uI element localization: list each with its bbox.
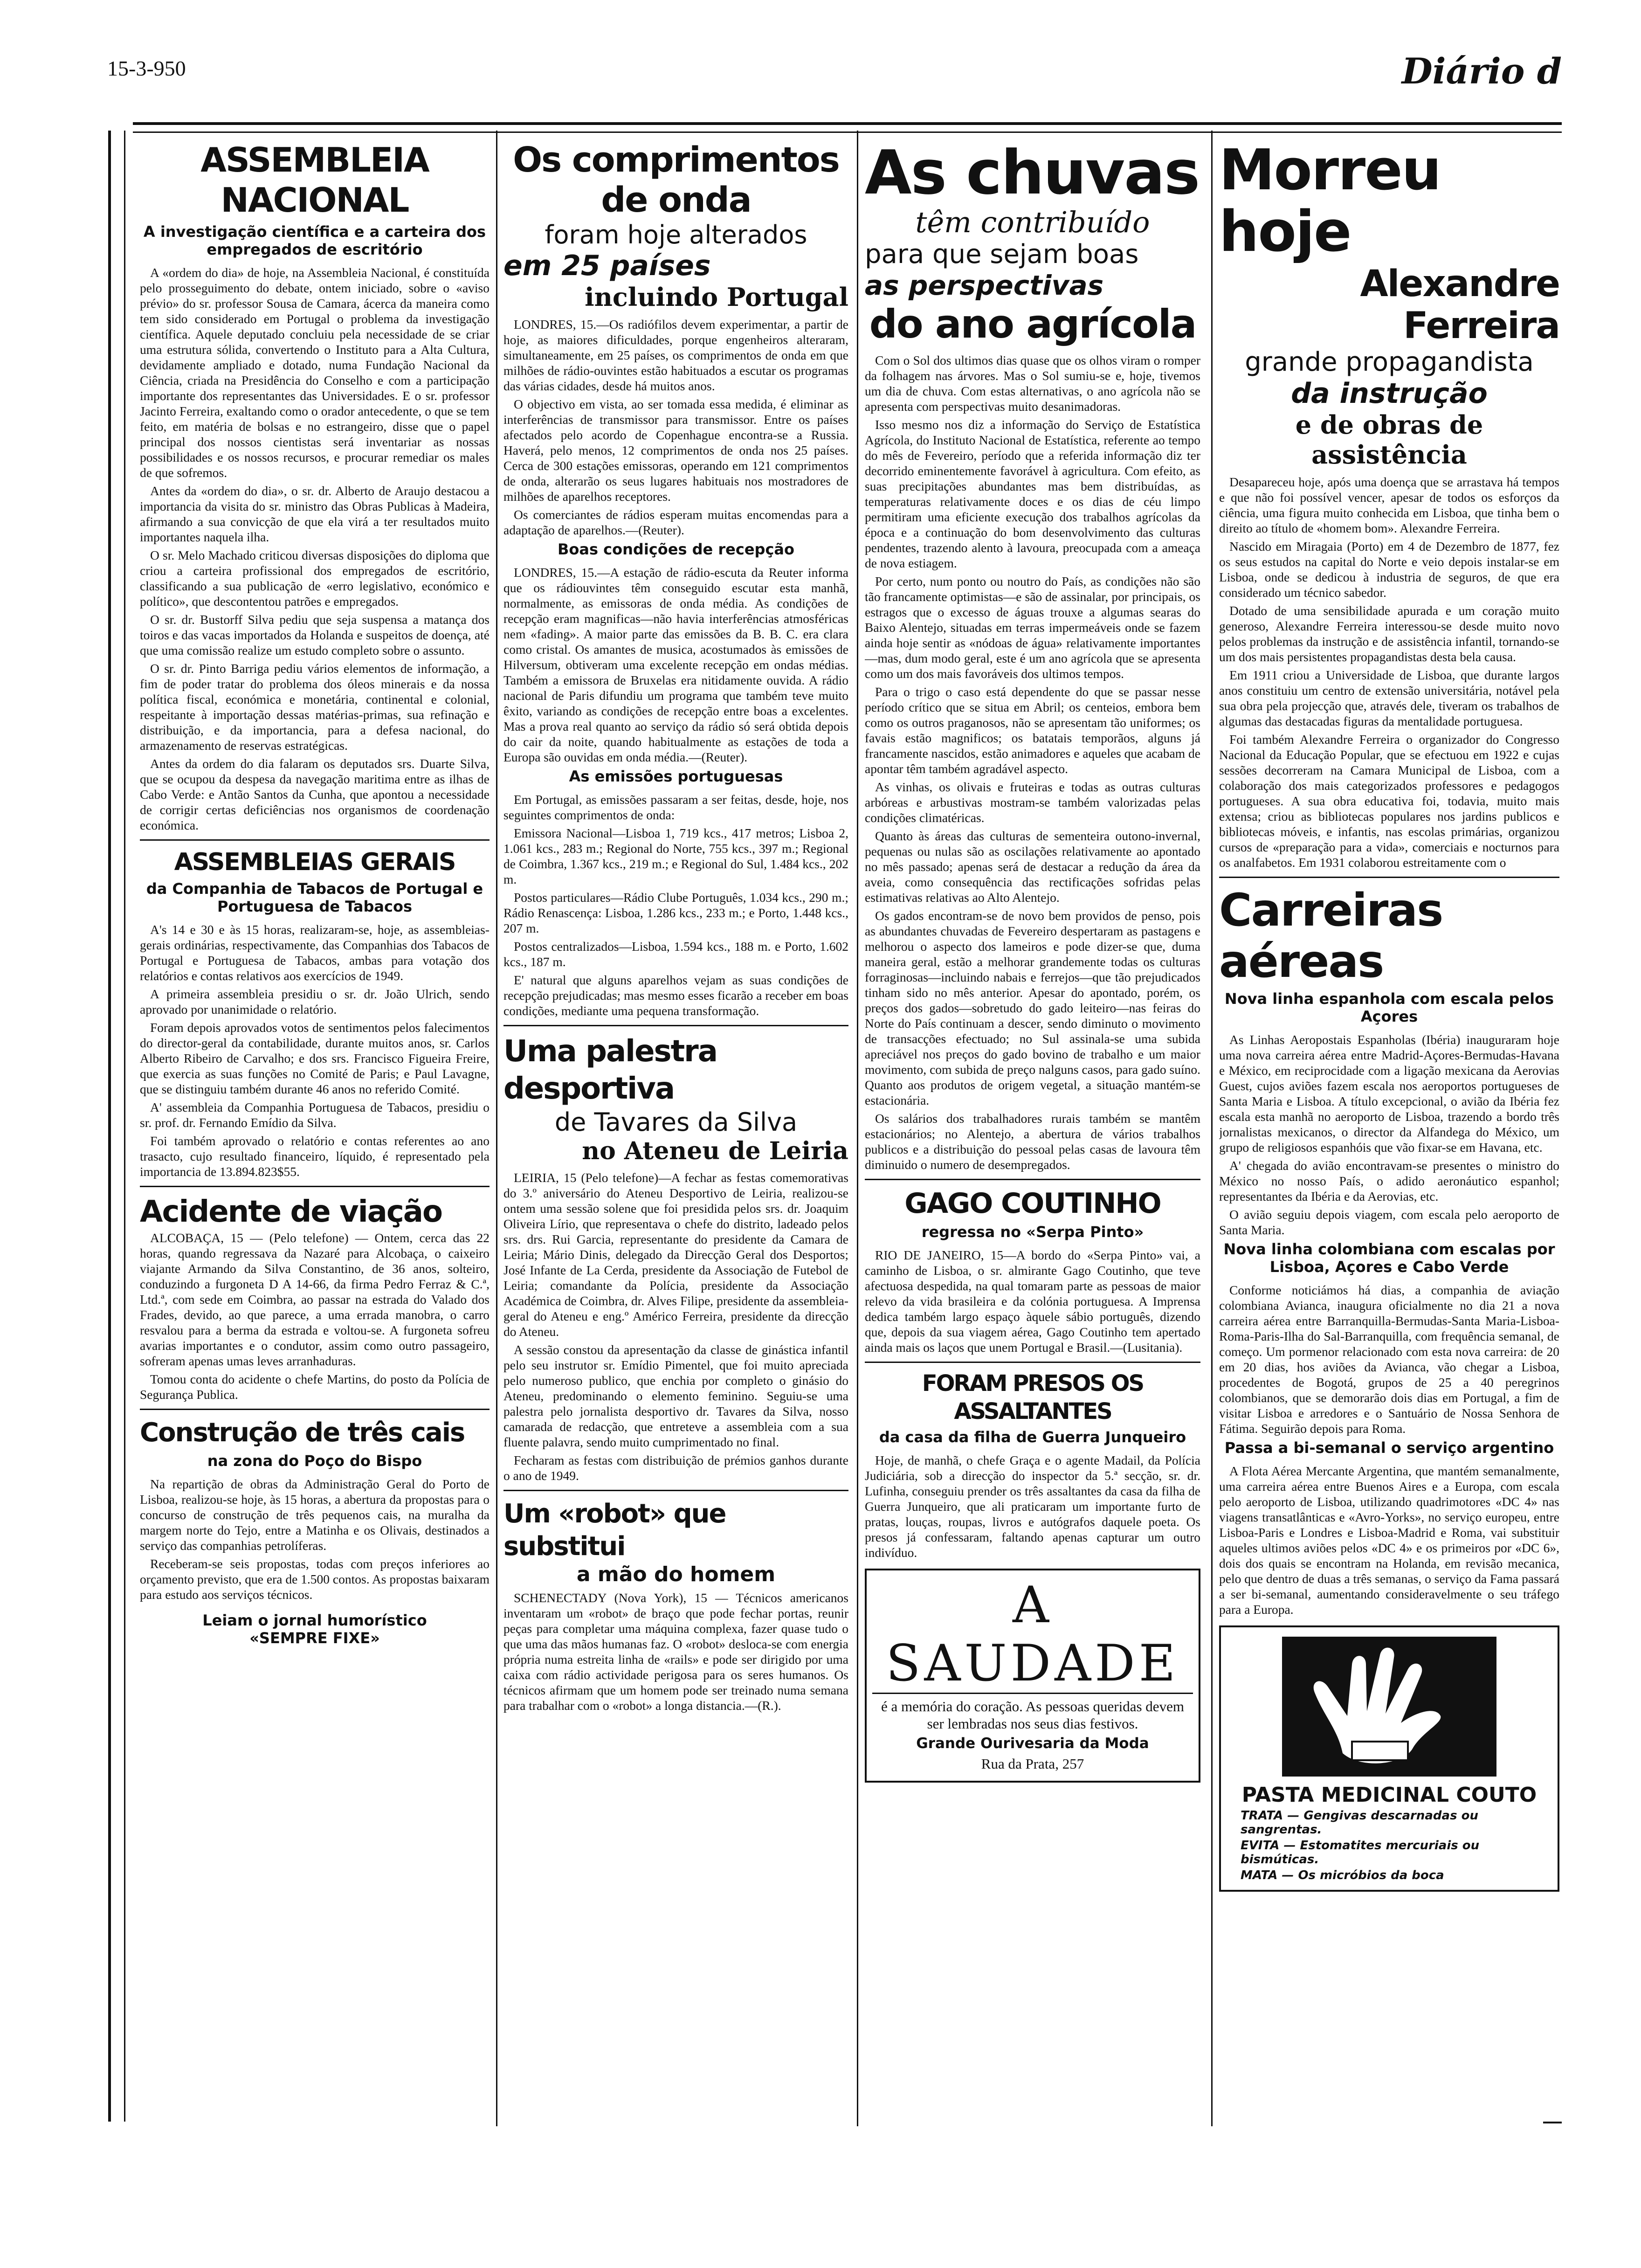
- advert-line: EVITA — Estomatites mercuriais ou bismúticas.: [1241, 1839, 1480, 1867]
- subheadline: Passa a bi-semanal o serviço argentino: [1224, 1439, 1554, 1457]
- paragraph: A «ordem do dia» de hoje, na Assembleia Nacional, é constituída pelo prosseguimento do debate, ontem iniciado, sobre o «aviso prévio» do sr. professor Sousa de Camara, ácerca da maneira como tem sido considerado em Portugal o problema da investigação científica. Aquele deputado concluiu pela necessidade de se criar uma estrutura sólida, convertendo o Instituto para a Alta Cultura, devidamente ampliado e dotado, numa Fundação Nacional da Ciência, criada na Presidência do Conselho e com a participação importante dos representantes das Universidades. E o sr. professor Jacinto Ferreira, exaltando como o orador antecedente, o que se tem feito, em matéria de bolsas e no estrangeiro, disse que o papel principal dos nossos cientistas será inventariar as nossas possibilidades e os nossos recursos, e procurar remediar os males de que sofremos.: [140, 265, 490, 480]
- section-rule: [503, 1025, 848, 1026]
- headline-line: foram hoje alterados: [545, 220, 807, 249]
- article-cais: [140, 1417, 490, 1602]
- subheadline: Nova linha colombiana com escalas por Lisboa, Açores e Cabo Verde: [1223, 1240, 1555, 1276]
- paragraph: Desapareceu hoje, após uma doença que se arrastava há tempos e que não foi possível vencer, apesar de todos os esforços da ciência, uma figura muito conhecida em Lisboa, que tinha bem o direito ao título de «homem bom». Alexandre Ferreira.: [1219, 475, 1559, 535]
- subheadline: A investigação científica e a carteira dos empregados de escritório: [143, 223, 486, 258]
- section-rule: [140, 1186, 490, 1187]
- bottom-rule: [1543, 2122, 1562, 2123]
- paragraph: Por certo, num ponto ou noutro do País, as condições não são tão francamente optimistas—e são de assinalar, por principais, os estragos que o excesso de águas trouxe a algumas searas do Baixo Alentejo, situadas em terras impermeáveis onde se fazem ainda hoje sentir as «nódoas de água» relativamente importantes—mas, dum modo geral, este é um ano agrícola que se apresenta como um dos mais favoráveis dos ultimos tempos.: [865, 574, 1200, 681]
- advert-line: MATA — Os micróbios da boca: [1241, 1868, 1444, 1882]
- headline: As chuvas: [865, 140, 1200, 208]
- paragraph: Emissora Nacional—Lisboa 1, 719 kcs., 417 metros; Lisboa 2, 1.061 kcs., 283 m.; Regional do Norte, 755 kcs., 397 m.; Regional de Coimbra, 1.367 kcs., 219 m.; e Regional do Sul, 1.484 kcs., 202 m.: [503, 826, 848, 886]
- article-palestra: [503, 1033, 848, 1483]
- paragraph: Foi também aprovado o relatório e contas referentes ao ano trasacto, cujo resultado financeiro, líquido, é representado pela importancia de 13.894.823$55.: [140, 1134, 490, 1179]
- advert-text: é a memória do coração. As pessoas queridas devem ser lembradas nos seus dias festivos.: [881, 1698, 1184, 1732]
- column-divider: [496, 131, 497, 2126]
- advert-pasta-couto: [1219, 1625, 1559, 1892]
- paragraph: Em 1911 criou a Universidade de Lisboa, que durante largos anos constituiu um centro de extensão universitária, notável pela sua obra pela projecção que, através dele, tiveram os trabalhos de algumas das destacadas figuras da mentalidade portuguesa.: [1219, 668, 1559, 728]
- headline-line: no Ateneu de Leiria: [582, 1137, 848, 1165]
- paragraph: Postos particulares—Rádio Clube Português, 1.034 kcs., 290 m.; Rádio Renascença: Lisboa, 1.286 kcs., 233 m.; e Porto, 1.448 kcs., 207 m.: [503, 890, 848, 935]
- subheadline: a mão do homem: [576, 1563, 776, 1586]
- promo-line: Leiam o jornal humorístico: [202, 1611, 427, 1629]
- paragraph: LONDRES, 15.—Os radiófilos devem experimentar, a partir de hoje, as maiores dificuldades, porque engenheiros alteraram, simultaneamente, em 25 países, os comprimentos de onda em que milhões de rádio-ouvintes estão habituados a escutar os programas das várias cidades, desde há muitos anos.: [503, 317, 848, 393]
- paragraph: Fecharam as festas com distribuição de prémios ganhos durante o ano de 1949.: [503, 1453, 848, 1483]
- section-rule: [865, 1179, 1200, 1180]
- promo-sempre-fixe: [140, 1611, 490, 1647]
- paragraph: Nascido em Miragaia (Porto) em 4 de Dezembro de 1877, fez os seus estudos na capital do Norte e veio depois instalar-se em Lisboa, onde se dedicou à industria de seguros, de que era considerado um técnico sabedor.: [1219, 539, 1559, 600]
- paragraph: O sr. dr. Pinto Barriga pediu vários elementos de informação, a fim de poder tratar do problema dos óleos minerais e da nossa política fiscal, económica e monetária, continental e colonial, respeitante à importação dessas matérias-primas, sua refinação e distribuição, e da importancia, para a defesa nacional, do armazenamento de reservas estratégicas.: [140, 661, 490, 753]
- subheadline: da Companhia de Tabacos de Portugal e Portuguesa de Tabacos: [146, 880, 483, 915]
- headline: Carreiras aéreas: [1219, 884, 1443, 988]
- section-rule: [503, 1490, 848, 1491]
- article-morreu-hoje: [1219, 140, 1559, 870]
- paragraph: A' assembleia da Companhia Portuguesa de Tabacos, presidiu o sr. prof. dr. Fernando Emídio da Silva.: [140, 1100, 490, 1130]
- paragraph: Com o Sol dos ultimos dias quase que os olhos viram o romper da folhagem nas árvores. Mas o Sol sumiu-se e, hoje, tivemos um dia de chuva. Com estas alternativas, o ano agrícola não se apresenta com perspectivas muito desanimadoras.: [865, 353, 1200, 414]
- column-3: [865, 140, 1200, 1791]
- subheadline: na zona do Poço do Bispo: [207, 1452, 422, 1470]
- paragraph: Isso mesmo nos diz a informação do Serviço de Estatística Agrícola, do Instituto Nacional de Estatística, referente ao tempo do mês de Fevereiro, período que a referida informação diz ter decorrido eminentemente favorável à agricultura. Com efeito, as suas precipitações abundantes mas bem distribuídas, as temperaturas relativamente doces e os dias de céu limpo permitiram uma eficiente execução dos trabalhos agrícolas da época e a continuação do bom desenvolvimento das culturas pendentes, trazendo alento à lavoura, preocupada com a ameaça de nova estiagem.: [865, 417, 1200, 570]
- paragraph: Para o trigo o caso está dependente do que se passar nesse período crítico que se situa em Abril; os centeios, embora bem como os outros praganosos, não se apresentam tão uniformes; os favais estão magnificos; os batatais temporãos, alguns já francamente nascidos, estão animadores e aqueles que acabam de apontar têm também agradável aspecto.: [865, 685, 1200, 776]
- headline-line: e de obras de assistência: [1295, 410, 1483, 470]
- paragraph: Antes da «ordem do dia», o sr. dr. Alberto de Araujo destacou a importancia da visita do sr. ministro das Obras Publicas à Madeira, afirmando a sua convicção de que ela virá a ter resultados muito importantes naquela ilha.: [140, 484, 490, 544]
- headline: GAGO COUTINHO: [904, 1187, 1161, 1220]
- headline-line: para que sejam boas: [865, 239, 1139, 270]
- article-acidente: [140, 1194, 490, 1402]
- paragraph: Conforme noticiámos há dias, a companhia de aviação colombiana Avianca, inaugura oficialmente no dia 21 a nova carreira aérea entre Barranquilla-Bermudas-Santa Maria-Lisboa-Roma-Paris-Ilha do Sal-Barranquilla, com frequência semanal, de começo. Um pormenor relacionado com esta nova carreira: de 20 em 20 dias, hos aviões da Avianca, vão chegar a Lisboa, procedentes de Bogotá, grupos de 25 a 40 peregrinos colombianos, que se demorarão dois dias em Portugal, a fim de visitar Lisboa e arredores e o Santuário de Nossa Senhora de Fátima. Seguirão depois para Roma.: [1219, 1283, 1559, 1436]
- section-rule: [865, 1362, 1200, 1363]
- paragraph: A sessão constou da apresentação da classe de ginástica infantil pelo seu instrutor sr. Emídio Pimentel, que foi muito apreciada pelo numeroso publico, que enchia por completo o ginásio do Ateneu, predominando o elemento feminino. Seguiu-se uma palestra pelo jornalista desportivo dr. Tavares da Silva, nosso camarada de redacção, que entreteve a assembleia com a sua fluente palavra, sendo muito cumprimentado no final.: [503, 1342, 848, 1449]
- paragraph: Tomou conta do acidente o chefe Martins, do posto da Polícia de Segurança Publica.: [140, 1372, 490, 1402]
- paragraph: Na repartição de obras da Administração Geral do Porto de Lisboa, realizou-se hoje, às 15 horas, a abertura da propostas para o concurso de construção de três pequenos cais, na muralha da margem norte do Tejo, entre a Matinha e os Olivais, destinados a serviço das companhias petrolíferas.: [140, 1477, 490, 1553]
- headline-line: têm contribuído: [915, 205, 1150, 239]
- article-presos: [865, 1369, 1200, 1560]
- advert-address: Rua da Prata, 257: [981, 1756, 1084, 1772]
- advert-title: A SAUDADE: [872, 1576, 1193, 1694]
- column-divider: [1211, 131, 1213, 2126]
- paragraph: RIO DE JANEIRO, 15—A bordo do «Serpa Pinto» vai, a caminho de Lisboa, o sr. almirante Gago Coutinho, que teve afectuosa despedida, na qual tomaram parte as pessoas de maior relevo da vida brasileira e da colónia portuguesa. A Imprensa dedica também largo espaço àquele sábio português, dizendo que, depois da sua viagem aérea, Gago Coutinho tem apertado ainda mais os laços que unem Portugal e Brasil.—(Lusitania).: [865, 1248, 1200, 1355]
- headline: Construção de três cais: [140, 1418, 465, 1448]
- headline: Um «robot» que substitui: [503, 1499, 726, 1562]
- column-4: [1219, 140, 1559, 1900]
- hand-toothpaste-icon: [1282, 1637, 1496, 1777]
- column-divider: [857, 131, 858, 2126]
- promo-title: «SEMPRE FIXE»: [249, 1629, 380, 1647]
- advert-line: TRATA — Gengivas descarnadas ou sangrentas.: [1241, 1809, 1478, 1837]
- subheadline: As emissões portuguesas: [569, 768, 783, 785]
- headline: FORAM PRESOS OS ASSALTANTES: [922, 1370, 1144, 1424]
- page-header: [107, 50, 1562, 98]
- headline-line: grande propagandista: [1245, 347, 1534, 377]
- paragraph: O sr. Melo Machado criticou diversas disposições do diploma que criou a carteira profissional dos empregados de escritório, classificando a sua publicação de «erro legislativo, económico e político», que descontentou patrões e empregados.: [140, 548, 490, 608]
- headline-line: Alexandre Ferreira: [1360, 263, 1559, 347]
- section-rule: [140, 1409, 490, 1410]
- paragraph: O sr. dr. Bustorff Silva pediu que seja suspensa a matança dos toiros e das vacas importados da Holanda e suspeitos de doença, até que uma comissão realize um estudo completo sobre o assunto.: [140, 612, 490, 657]
- paragraph: Em Portugal, as emissões passaram a ser feitas, desde, hoje, nos seguintes comprimentos de onda:: [503, 792, 848, 822]
- masthead: Diário d: [1401, 50, 1562, 92]
- article-comprimentos-onda: [503, 140, 848, 1018]
- headline-line: incluindo Portugal: [585, 282, 848, 312]
- paragraph: A's 14 e 30 e às 15 horas, realizaram-se, hoje, as assembleias-gerais ordinárias, respectivamente, das Companhias dos Tabacos de Portugal e Portuguesa de Tabacos, ambas para votação dos relatórios e contas relativos aos exercícios de 1949.: [140, 922, 490, 983]
- paragraph: E' natural que alguns aparelhos vejam as suas condições de recepção prejudicadas; mas mesmo esses ficarão a receber em boas condições, mediante uma pequena transformação.: [503, 973, 848, 1018]
- headline: Os comprimentos de onda: [513, 140, 839, 220]
- column-2: [503, 140, 848, 1716]
- issue-date: 15-3-950: [107, 56, 186, 80]
- paragraph: Os comerciantes de rádios esperam muitas encomendas para a adaptação de aparelhos.—(Reuter).: [503, 507, 848, 537]
- headline: Morreu hoje: [1219, 140, 1441, 264]
- paragraph: Antes da ordem do dia falaram os deputados srs. Duarte Silva, que se ocupou da despesa da navegação maritima entre as ilhas de Cabo Verde: e Antão Santos da Cunha, que apontou a necessidade de corrigir certas deficiências nos organismos de coordenação económica.: [140, 756, 490, 832]
- article-gago-coutinho: [865, 1187, 1200, 1355]
- paragraph: Foram depois aprovados votos de sentimentos pelos falecimentos do director-geral da contabilidade, durante muitos anos, sr. Carlos Alberto Ribeiro de Carvalho; e dos srs. Francisco Figueira Freire, que exercia as suas funções no Comité de Paris; e Paul Lavagne, que se distinguiu também durante 46 anos no referido Comité.: [140, 1020, 490, 1096]
- advert-title: PASTA MEDICINAL COUTO: [1241, 1783, 1537, 1807]
- headline-line: em 25 países: [503, 249, 711, 282]
- paragraph: Postos centralizados—Lisboa, 1.594 kcs., 188 m. e Porto, 1.602 kcs., 187 m.: [503, 939, 848, 969]
- paragraph: Os salários dos trabalhadores rurais também se mantêm estacionários; no Alentejo, a abertura de vários trabalhos publicos e a distribuição do pessoal pelas casas de lavoura têm diminuido o numero de desempregados.: [865, 1111, 1200, 1172]
- paragraph: SCHENECTADY (Nova York), 15 — Técnicos americanos inventaram um «robot» de braço que pode fechar portas, reunir peças para completar uma máquina complexa, fazer quase tudo o que uma das mãos humanas faz. O «robot» desloca-se com energia própria numa estreita linha de «rails» e pode ser dirigido por uma caixa com rádio actividade perigosa para os seres humanos. Os técnicos afirmam que um homem pode ser treinado numa semana para trabalhar com o «robot» a longa distancia.—(R.).: [503, 1590, 848, 1713]
- headline: Uma palestra desportiva: [503, 1034, 717, 1106]
- paragraph: ALCOBAÇA, 15 — (Pelo telefone) — Ontem, cerca das 22 horas, quando regressava da Nazaré para Alcobaça, o caixeiro viajante Armando da Silva Constantino, de 36 anos, solteiro, conduzindo a furgoneta D A 14-66, da firma Pedro Ferraz & C.ª, Ltd.ª, com sede em Coimbra, ao passar na estrada do Valado dos Frades, devido, ao que parece, a uma errada manobra, o carro resvalou para a berma da estrada e voltou-se. A furgoneta sofreu avarias importantes e o condutor, assim como outro passageiro, sofreram apenas umas leves arranhaduras.: [140, 1231, 490, 1368]
- headline-line: de Tavares da Silva: [554, 1107, 798, 1137]
- paragraph: Foi também Alexandre Ferreira o organizador do Congresso Nacional da Educação Popular, que se efectuou em 1922 e cujas sessões decorreram na Camara Municipal de Lisboa, com a colaboração dos mais categorizados professores e pedagogos portugueses. A sua obra educativa foi, todavia, muito mais extensa; criou as bibliotecas populares nos jardins publicos e bibliotecas móveis, e infantis, nas escolas primárias, organizou cursos de «preparação para a vida», comerciais e nocturnos para os analfabetos. Em 1931 colaborou estreitamente com o: [1219, 732, 1559, 870]
- headline-line: as perspectivas: [865, 270, 1104, 301]
- subheadline: regressa no «Serpa Pinto»: [921, 1223, 1144, 1241]
- subheadline: Boas condições de recepção: [558, 540, 794, 558]
- paragraph: A Flota Aérea Mercante Argentina, que mantém semanalmente, uma carreira aérea entre Buenos Aires e a Europa, com escala pelo aeroporto de Lisboa, utilizando quadrimotores «DC 4» nas viagens transatlânticas e «Avro-Yorks», no serviço europeu, entre Lisboa-Paris e Londres e Lisboa-Madrid e Roma, vai substituir aqueles ultimos aviões pelos «DC 4» e os primeiros por «DC 6», dois dos quais se encontram na Holanda, em revisão mecanica, pelo que dentro de duas a três semanas, o serviço da Fama passará a ser bi-semanal, aumentando consideravelmente o seu tráfego para a Europa.: [1219, 1464, 1559, 1617]
- paragraph: A' chegada do avião encontravam-se presentes o ministro do México no nosso País, o adido aeronáutico espanhol; representantes da Ibéria e da Aerovias, etc.: [1219, 1158, 1559, 1203]
- paragraph: Receberam-se seis propostas, todas com preços inferiores ao orçamento previsto, que era de 1.500 contos. As propostas baixaram para estudo aos serviços técnicos.: [140, 1556, 490, 1602]
- paragraph: O avião seguiu depois viagem, com escala pelo aeroporto de Santa Maria.: [1219, 1207, 1559, 1237]
- paragraph: A primeira assembleia presidiu o sr. dr. João Ulrich, sendo aprovado por unanimidade o relatório.: [140, 987, 490, 1016]
- headline: ASSEMBLEIA NACIONAL: [200, 140, 429, 220]
- headline-line: da instrução: [1291, 377, 1488, 410]
- section-rule: [140, 839, 490, 841]
- left-margin-bar: [108, 131, 125, 2122]
- advert-saudade: [865, 1569, 1200, 1783]
- header-rule: [133, 122, 1562, 133]
- paragraph: LEIRIA, 15 (Pelo telefone)—A fechar as festas comemorativas do 3.º aniversário do Ateneu Desportivo de Leiria, realizou-se ontem uma sessão solene que foi presidida pelos srs. dr. Joaquim Oliveira Lírio, que representava o chefe do distrito, ladeado pelos srs. drs. Rui Garcia, representante do presidente da Camara de Leiria; Mário Dinis, delegado da Direcção Geral dos Desportos; José Infante de La Cerda, presidente da Associação de Futebol de Leiria; comandante da Polícia, presidente da Associação Académica de Coimbra, dr. Alves Filipe, presidente da assembleia-geral do Ateneu e eng.º Américo Ferreira, presidente da direcção do Ateneu.: [503, 1170, 848, 1339]
- article-assembleia-nacional: [140, 140, 490, 833]
- paragraph: Hoje, de manhã, o chefe Graça e o agente Madail, da Polícia Judiciária, sob a direcção do inspector da 5.ª secção, sr. dr. Lufinha, conseguiu prender os três assaltantes da casa da filha de Guerra Junqueiro, que ali praticaram um importante furto de pratas, louças, roupas, livros e autógrafos daquele poeta. Os presos já confessaram, faltando apenas capturar um outro indivíduo.: [865, 1453, 1200, 1560]
- paragraph: O objectivo em vista, ao ser tomada essa medida, é eliminar as interferências de transmissor para transmissor. Entre os países afectados pelo acordo de Copenhague encontra-se a Russia. Haverá, pelo menos, 12 comprimentos de onda nos 25 países. Cerca de 300 estações emissoras, operando em 121 comprimentos de onda, alterarão os seus lugares habituais nos mostradores de milhões de aparelhos receptores.: [503, 397, 848, 504]
- paragraph: LONDRES, 15.—A estação de rádio-escuta da Reuter informa que os rádiouvintes têm conseguido escutar esta manhã, normalmente, as emissoras de onda média. As condições de recepção eram magnificas—não havia interferências atmosféricas nem «fading». A maior parte das emissões da B. B. C. era clara como cristal. Os amantes de musica, acostumados às emissões de Hilversum, obtiveram uma excelente recepção em ondas médias. Também a emissora de Bruxelas era nitidamente ouvida. A rádio nacional de Paris difundiu um programa que também teve muito êxito, variando as condições de recepção entre boas a excelentes. Mas a prova real quanto ao serviço da rádio só será obtida depois do cair da noite, quando habitualmente as estações de toda a Europa são ouvidas em onda média.—(Reuter).: [503, 565, 848, 764]
- subheadline: Nova linha espanhola com escala pelos Açores: [1224, 990, 1554, 1025]
- article-carreiras-aereas: [1219, 885, 1559, 1617]
- paragraph: Quanto às áreas das culturas de sementeira outono-invernal, pequenas ou nulas são as oscilações relativamente ao apontado no mês passado; apenas será de destacar a redução da área da aveia, como consequência das rectificações sofridas pelas estimativas relativas ao Alto Alentejo.: [865, 829, 1200, 905]
- paragraph: Dotado de uma sensibilidade apurada e um coração muito generoso, Alexandre Ferreira interessou-se desde muito novo pelos problemas da instrução e de assistência infantil, tornando-se um dos mais persistentes propagandistas desta bela causa.: [1219, 603, 1559, 664]
- headline: Acidente de viação: [140, 1195, 442, 1229]
- subheadline: da casa da filha de Guerra Junqueiro: [879, 1428, 1186, 1446]
- article-chuvas: [865, 140, 1200, 1172]
- headline-line: do ano agrícola: [869, 301, 1196, 347]
- article-robot: [503, 1498, 848, 1713]
- advert-shop: Grande Ourivesaria da Moda: [916, 1735, 1149, 1752]
- paragraph: Os gados encontram-se de novo bem providos de penso, pois as abundantes chuvadas de Fevereiro despertaram as pastagens e melhorou o aspecto dos lameiros e pode dizer-se que, duma maneira geral, estão a melhorar grandemente todas os culturas forraginosas—incluindo nabais e ferrejos—que tão prejudicados tinham sido no mês anterior. Apesar do apontado, porém, os preços dos gados—sobretudo do gado leiteiro—nas feiras do Norte do País continuam a descer, sendo diminuto o movimento de transacções efectuado; no Sul assinala-se uma subida apreciável nos preços do gado bovino de trabalho e um maior movimento, com subida de preço nalguns casos, para gado suíno. Quanto aos produtos de origem vegetal, a situação mantém-se estacionária.: [865, 908, 1200, 1107]
- article-assembleias-gerais: [140, 847, 490, 1179]
- paragraph: As vinhas, os olivais e fruteiras e todas as outras culturas arbóreas e arbustivas mostram-se também valorizadas pelas condições climatéricas.: [865, 780, 1200, 825]
- section-rule: [1219, 877, 1559, 878]
- column-1: [140, 140, 490, 1647]
- headline: ASSEMBLEIAS GERAIS: [174, 848, 455, 876]
- paragraph: As Linhas Aeropostais Espanholas (Ibéria) inauguraram hoje uma nova carreira aérea entre Madrid-Açores-Bermudas-Havana e México, em reciprocidade com a ligação mexicana da Aerovias Guest, cujos aviões fazem escala nos aeroportos portugueses de Santa Maria e Lisboa. A título excepcional, o avião da Ibéria fez escala esta manhã no aeroporto de Lisboa, trazendo a bordo três jornalistas mexicanos, o director da Alfandega do México, um grupo de religiosos espanhóis que vão fixar-se em Havana, etc.: [1219, 1032, 1559, 1155]
